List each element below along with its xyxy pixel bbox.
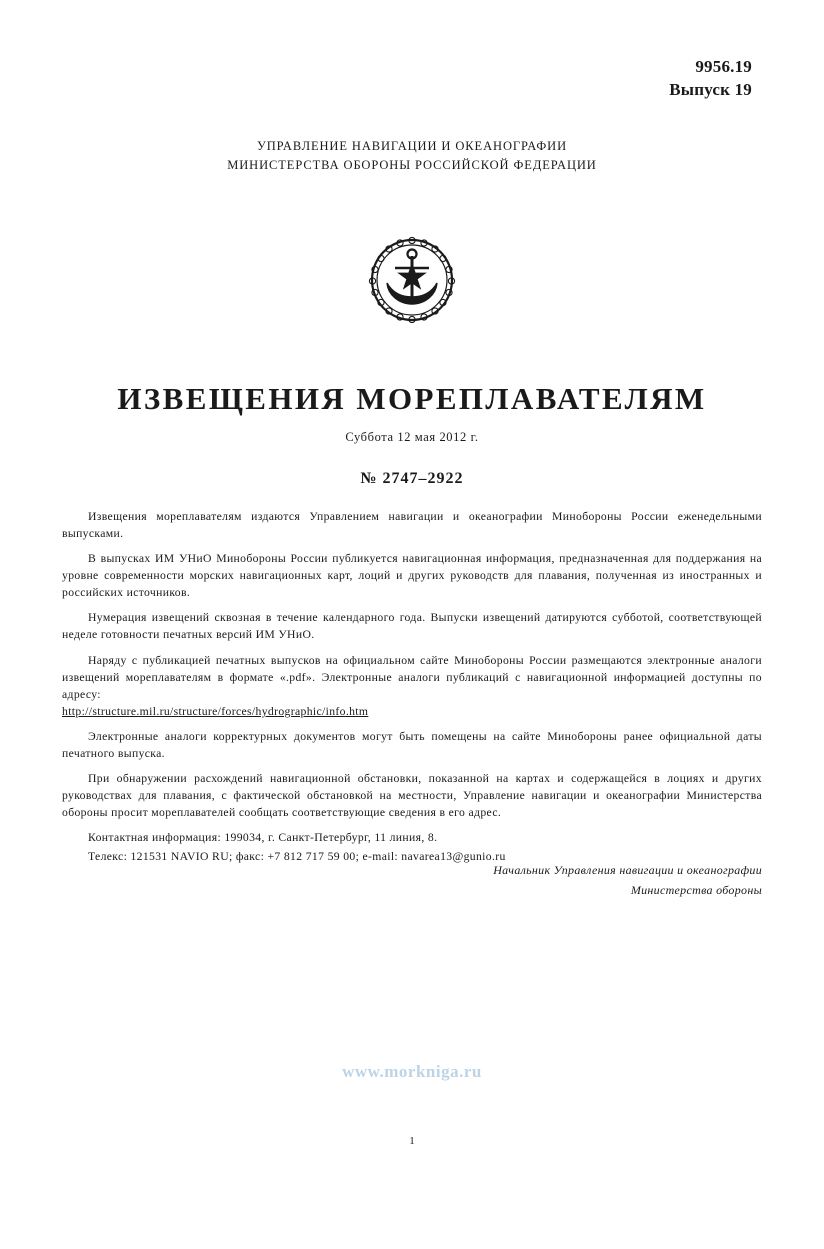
issuer-line-1: УПРАВЛЕНИЕ НАВИГАЦИИ И ОКЕАНОГРАФИИ [256,139,568,153]
document-code-block [669,56,752,102]
issuer-organization [0,137,824,175]
document-issue: Выпуск 19 [669,79,752,99]
paragraph-3: Нумерация извещений сквозная в течение календарного года. Выпуски извещений датируются субботой, соответствующей неделе готовности печатных версий ИМ УНиО. [62,611,762,642]
page-title: ИЗВЕЩЕНИЯ МОРЕПЛАВАТЕЛЯМ [117,380,707,416]
paragraph-4-text: Наряду с публикацией печатных выпусков на официальном сайте Минобороны России размещаются электронные аналоги извещений мореплавателям в формате «.pdf». Электронные аналоги публикаций с навигационной информацией доступны по адресу: [62,653,762,701]
watermark: www.morkniga.ru [342,1062,482,1081]
hydrographic-info-link[interactable]: http://structure.mil.ru/structure/forces/hydrographic/info.htm [62,704,369,718]
document-body [62,508,762,873]
telex-information: Телекс: 121531 NAVIO RU; факс: +7 812 717 59 00; e-mail: navarea13@gunio.ru [88,850,506,864]
paragraph-1: Извещения мореплавателям издаются Управлением навигации и океанографии Минобороны России еженедельными выпусками. [62,510,762,541]
paragraph-6: При обнаружении расхождений навигационной обстановки, показанной на картах и содержащейся в лоциях и других руководствах для плавания, с фактической обстановкой на местности, Управление навигации и океанографии Министерства обороны просит мореплавателей сообщать соответствующие сведения в его адрес. [62,772,762,820]
issue-date: Суббота 12 мая 2012 г. [345,430,479,444]
document-code: 9956.19 [695,57,752,76]
paragraph-4 [62,652,762,720]
anchor-star-rope-emblem-icon [0,228,824,337]
signature-block [62,860,762,901]
paragraph-2: В выпусках ИМ УНиО Минобороны России публикуется навигационная информация, предназначенная для поддержания на уровне современности морских навигационных карт, лоций и других руководств для плавания, полученная из иностранных и российских источников. [62,552,762,600]
signature-line-2: Министерства обороны [630,883,762,898]
paragraph-5: Электронные аналоги корректурных документов могут быть помещены на сайте Минобороны ранее официальной даты печатного выпуска. [62,729,762,760]
signature-line-1: Начальник Управления навигации и океанографии [493,863,762,877]
page-number: 1 [409,1135,415,1147]
issuer-line-2: МИНИСТЕРСТВА ОБОРОНЫ РОССИЙСКОЙ ФЕДЕРАЦИИ [227,157,597,172]
issue-numbers: № 2747–2922 [360,470,464,487]
contact-information: Контактная информация: 199034, г. Санкт-Петербург, 11 линия, 8. [88,831,438,845]
